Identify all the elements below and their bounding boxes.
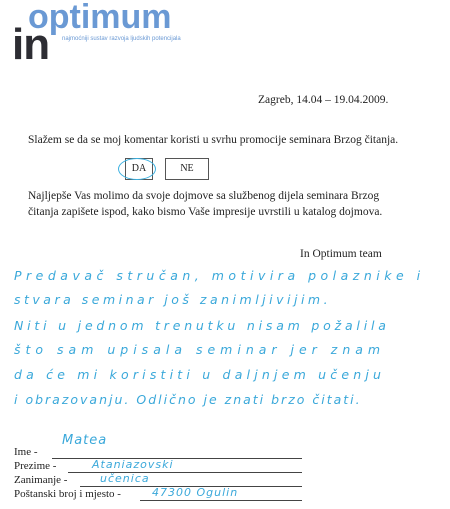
option-yes-box[interactable] [125, 158, 153, 180]
team-signature: In Optimum team [300, 248, 382, 260]
occupation-label: Zanimanje - [14, 474, 68, 486]
date-line: Zagreb, 14.04 – 19.04.2009. [258, 94, 389, 106]
logo-optimum: optimum [28, 0, 172, 36]
consent-text: Slažem se da se moj komentar koristi u svrhu promocije seminara Brzog čitanja. [28, 134, 399, 146]
logo-tagline: najmoćniji sustav razvoja ljudskih potencijala [62, 36, 181, 42]
comment-line: što sam upisala seminar jer znam [14, 342, 386, 357]
comment-line: Predavač stručan, motivira polaznike i [14, 268, 425, 283]
logo-in: in [12, 20, 50, 69]
postal-line [140, 500, 302, 501]
request-line-2: čitanja zapišete ispod, kako bismo Vaše impresije uvrstili u katalog dojmova. [28, 206, 383, 218]
surname-value[interactable]: Ataniazovski [92, 458, 174, 471]
name-value[interactable]: Matea [62, 433, 108, 448]
comment-line: Niti u jednom trenutku nisam požalila [14, 318, 390, 333]
surname-label: Prezime - [14, 460, 57, 472]
option-no-box[interactable] [165, 158, 209, 180]
name-line [52, 458, 302, 459]
comment-line: i obrazovanju. Odlično je znati brzo čitati. [14, 392, 362, 407]
postal-label: Poštanski broj i mjesto - [14, 488, 121, 500]
occupation-value[interactable]: učenica [100, 472, 150, 485]
name-label: Ime - [14, 446, 38, 458]
comment-line: da će mi koristiti u daljnjem učenju [14, 367, 386, 382]
postal-value[interactable]: 47300 Ogulin [152, 486, 239, 499]
option-yes-label: DA [131, 163, 147, 174]
request-line-1: Najljepše Vas molimo da svoje dojmove sa službenog dijela seminara Brzog [28, 190, 380, 202]
comment-line: stvara seminar još zanimljivijim. [14, 292, 332, 307]
selection-circle [118, 158, 156, 180]
option-no-label: NE [180, 163, 194, 174]
